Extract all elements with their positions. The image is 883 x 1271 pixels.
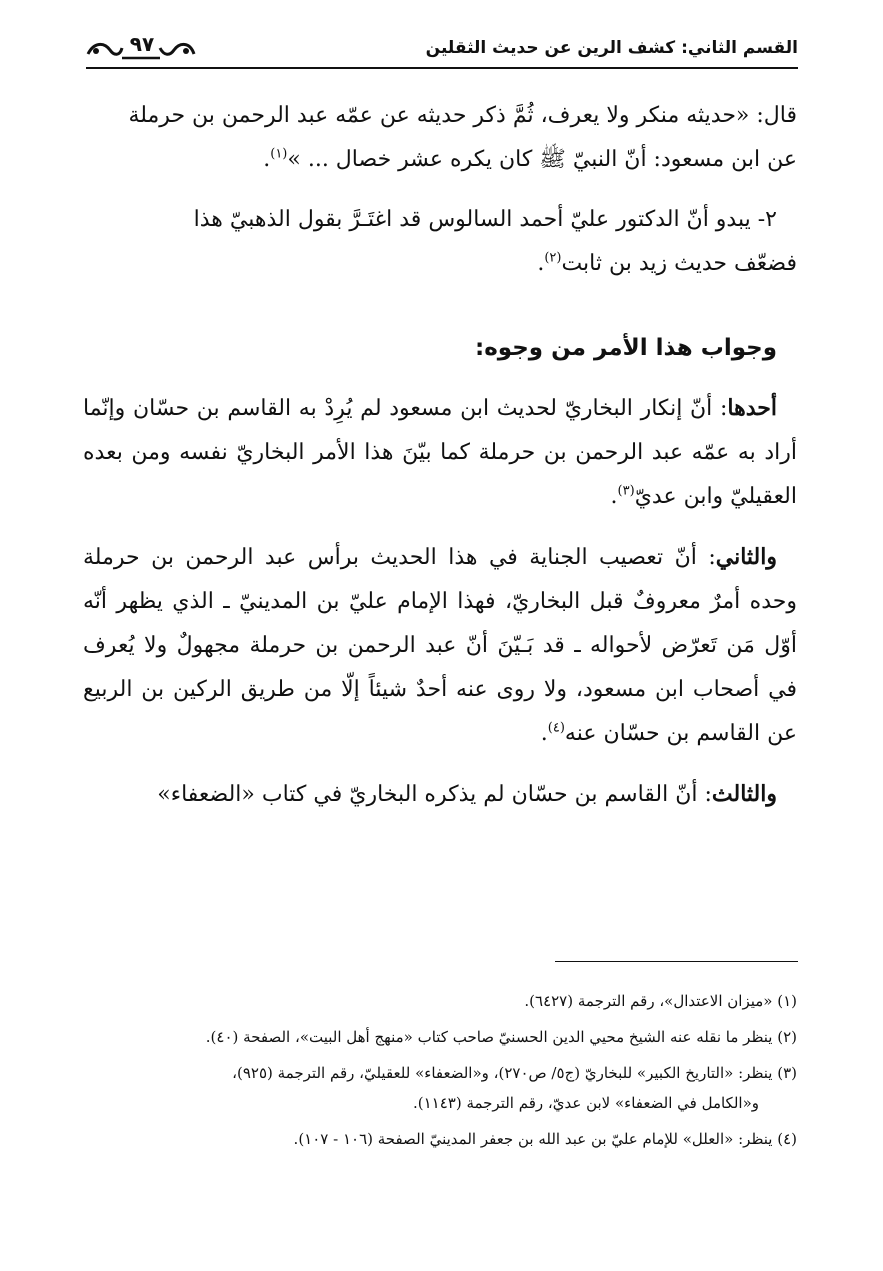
- footnote-separator: [555, 961, 798, 962]
- running-title: القسم الثاني: كشف الرين عن حديث الثقلين: [425, 38, 798, 58]
- header-rule: [86, 67, 798, 69]
- paragraph-2-line-1: ٢- يبدو أنّ الدكتور عليّ أحمد السالوس قد اغتَـرَّ بقول الذهبيّ هذا: [193, 207, 777, 232]
- footnote-1: (١) «ميزان الاعتدال»، رقم الترجمة (٦٤٢٧).: [524, 992, 797, 1010]
- paragraph-3-lead: أحدها: [727, 395, 777, 421]
- footnote-2: (٢) ينظر ما نقله عنه الشيخ محيي الدين الحسنيّ صاحب كتاب «منهج أهل البيت»، الصفحة (٤٠).: [205, 1028, 797, 1046]
- footnote-3-line-2: و«الكامل في الضعفاء» لابن عديّ، رقم الترجمة (١١٤٣).: [412, 1094, 759, 1112]
- paragraph-3: أحدها: أنّ إنكار البخاريّ لحديث ابن مسعود لم يُرِدْ به القاسم بن حسّان وإنّما أراد به عمّه عبد الرحمن بن حرملة كما بيّنَ هذا الأمر البخاريّ نفسه ومن بعده العقيليّ وابن عديّ$^{(٣)}$.: [83, 395, 797, 509]
- paragraph-5: [83, 772, 797, 817]
- footnote-ref-4[interactable]: (٤): [547, 720, 565, 736]
- paragraph-1: قال: «حديثه منكر ولا يعرف، ثُمَّ ذكر حديثه عن عمّه عبد الرحمن بن حرملة عن ابن مسعود: أنّ النبيّ ﷺ كان يكره عشر خصال ... »$^{(١)}$.: [128, 103, 797, 172]
- paragraph-5-lead: والثالث: [711, 781, 777, 807]
- paragraph-1-line-2: عن ابن مسعود: أنّ النبيّ ﷺ كان يكره عشر خصال ... »: [287, 147, 797, 172]
- paragraph-2-line-2: فضعّف حديث زيد بن ثابت: [561, 251, 797, 276]
- paragraph-4: والثاني: أنّ تعصيب الجناية في هذا الحديث برأس عبد الرحمن بن حرملة وحده أمرٌ معروفٌ قبل البخاريّ، فهذا الإمام عليّ بن المدينيّ ـ الذي يظهر أنّه أوّل مَن تَعرّض لأحواله ـ قد بَـيّنَ أنّ عبد الرحمن بن حرملة مجهولٌ ولا يُعرف في أصحاب ابن مسعود، ولا روى عنه أحدٌ شيئاً إلّا من طريق الركين بن الربيع عن القاسم بن حسّان عنه$^{(٤)}$.: [83, 544, 797, 746]
- paragraph-4-lead: والثاني: [715, 544, 777, 570]
- scroll-ornament-icon: [86, 34, 196, 64]
- footnote-ref-3[interactable]: (٣): [617, 483, 635, 499]
- footnote-ref-1[interactable]: (١): [270, 146, 288, 162]
- paragraph-4-text: : أنّ تعصيب الجناية في هذا الحديث برأس عبد الرحمن بن حرملة وحده أمرٌ معروفٌ قبل البخاريّ، فهذا الإمام عليّ بن المدينيّ ـ الذي يظهر أنّه أوّل مَن تَعرّض لأحواله ـ قد بَـيّنَ أنّ عبد الرحمن بن حرملة مجهولٌ ولا يُعرف في أصحاب ابن مسعود، ولا روى عنه أحدٌ شيئاً إلّا من طريق الركين بن الربيع عن القاسم بن حسّان عنه: [83, 545, 797, 746]
- paragraph-3-text: : أنّ إنكار البخاريّ لحديث ابن مسعود لم يُرِدْ به القاسم بن حسّان وإنّما أراد به عمّه عبد الرحمن بن حرملة كما بيّنَ هذا الأمر البخاريّ نفسه ومن بعده العقيليّ وابن عديّ: [83, 396, 797, 509]
- footnotes: [81, 986, 797, 1160]
- main-text: [83, 94, 797, 817]
- paragraph-1-line-1: قال: «حديثه منكر ولا يعرف، ثُمَّ ذكر حديثه عن عمّه عبد الرحمن بن حرملة: [128, 103, 797, 128]
- paragraph-5-text: : أنّ القاسم بن حسّان لم يذكره البخاريّ في كتاب «الضعفاء»: [157, 782, 712, 807]
- section-heading: وجواب هذا الأمر من وجوه:: [475, 335, 777, 361]
- footnote-4: (٤) ينظر: «العلل» للإمام عليّ بن عبد الله بن جعفر المدينيّ الصفحة (١٠٦ - ١٠٧).: [293, 1130, 797, 1148]
- paragraph-2: ٢- يبدو أنّ الدكتور عليّ أحمد السالوس قد اغتَـرَّ بقول الذهبيّ هذا فضعّف حديث زيد بن ثابت$^{(٢)}$.: [193, 207, 797, 276]
- footnote-3-line-1: (٣) ينظر: «التاريخ الكبير» للبخاريّ (ج٥/ ص٢٧٠)، و«الضعفاء» للعقيليّ، رقم الترجمة (٩٢٥)،: [232, 1064, 797, 1082]
- footnote-ref-2[interactable]: (٢): [544, 250, 562, 266]
- running-header: [86, 34, 798, 66]
- page-number: ٩٧: [129, 32, 155, 56]
